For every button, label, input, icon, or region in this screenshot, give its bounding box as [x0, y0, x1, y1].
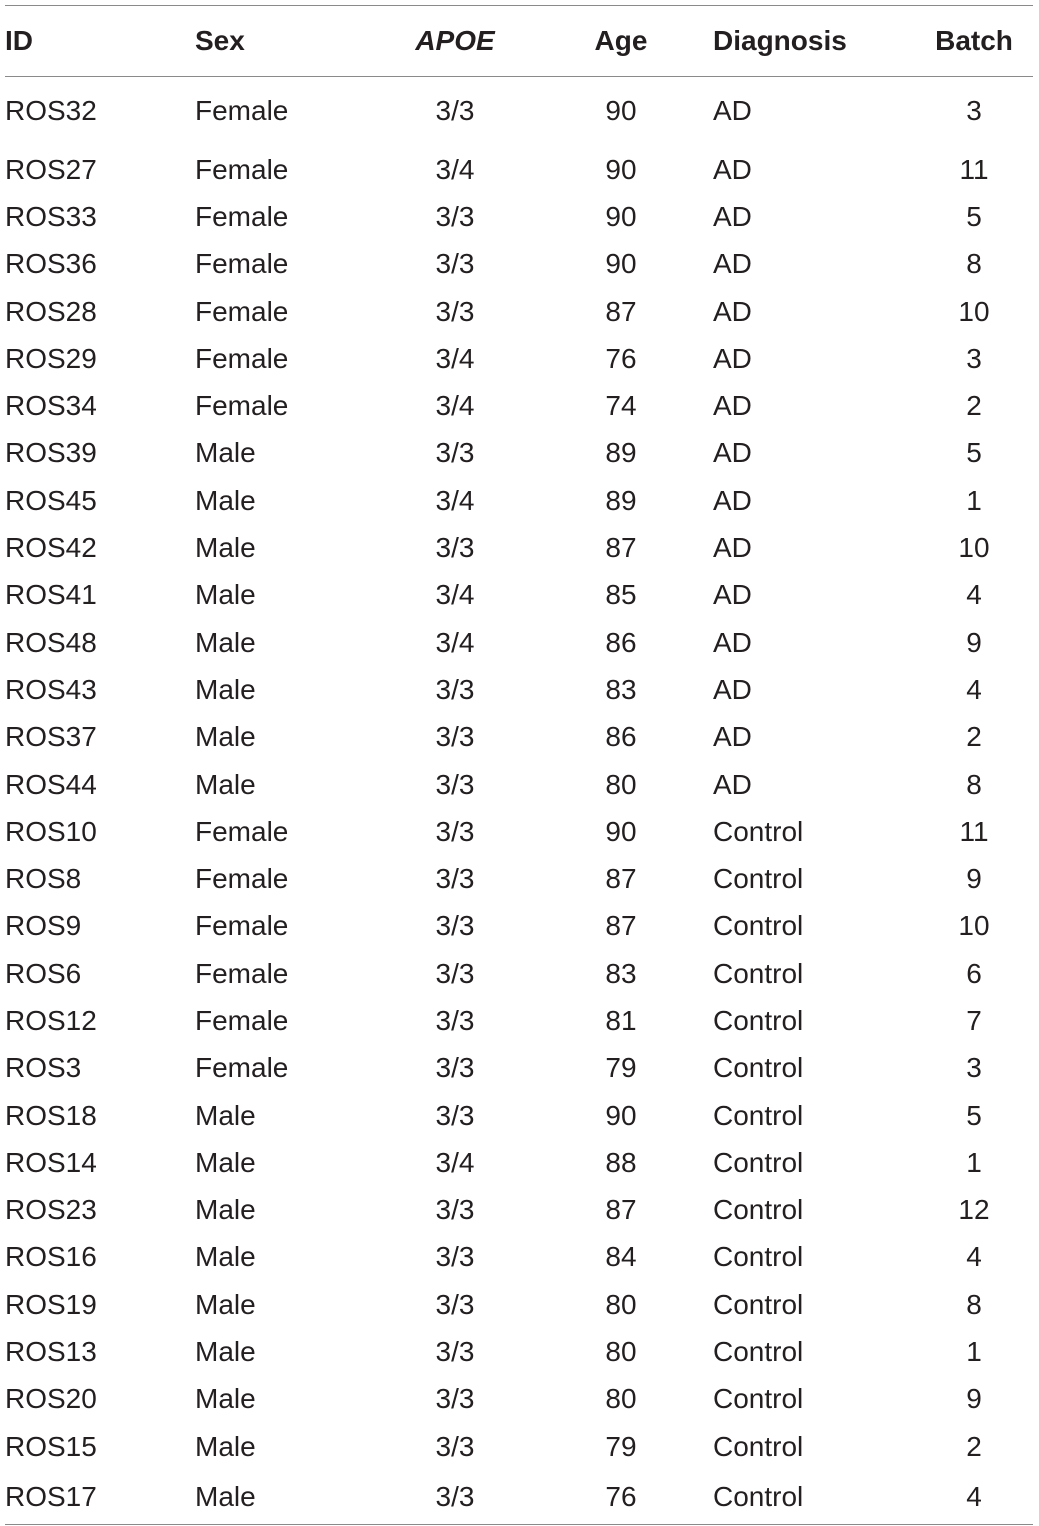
cell-apoe: 3/4	[435, 626, 475, 658]
cell-batch: 8	[966, 248, 982, 280]
header-sex: Sex	[195, 6, 365, 76]
cell-id: ROS27	[5, 153, 97, 185]
sample-table	[5, 6, 1033, 1524]
cell-sex: Male	[195, 1099, 256, 1131]
cell-diagnosis: AD	[713, 532, 752, 564]
sample-table-container	[5, 5, 1033, 1525]
cell-batch: 11	[959, 153, 989, 185]
cell-diagnosis: Control	[713, 863, 804, 895]
table-row	[5, 997, 1033, 1044]
table-row	[5, 1139, 1033, 1186]
table-row	[5, 1328, 1033, 1375]
cell-apoe: 3/3	[435, 295, 475, 327]
table-header	[5, 6, 1033, 76]
cell-id: ROS10	[5, 815, 97, 847]
cell-age: 81	[605, 1004, 637, 1036]
cell-batch: 1	[966, 1336, 982, 1368]
cell-batch: 11	[959, 815, 989, 847]
cell-age: 80	[605, 1383, 637, 1415]
cell-id: ROS45	[5, 484, 97, 516]
cell-apoe: 3/4	[435, 390, 475, 422]
table-row	[5, 335, 1033, 382]
cell-sex: Male	[195, 626, 256, 658]
cell-sex: Male	[195, 1481, 256, 1513]
table-row	[5, 524, 1033, 571]
cell-id: ROS41	[5, 579, 97, 611]
cell-age: 88	[605, 1146, 637, 1178]
cell-batch: 5	[966, 437, 982, 469]
cell-age: 76	[605, 342, 637, 374]
cell-id: ROS3	[5, 1052, 82, 1084]
cell-id: ROS18	[5, 1099, 97, 1131]
cell-apoe: 3/4	[435, 1146, 475, 1178]
cell-age: 86	[605, 721, 637, 753]
table-row	[5, 1423, 1033, 1470]
cell-batch: 10	[958, 910, 990, 942]
cell-diagnosis: AD	[713, 200, 752, 232]
cell-age: 76	[605, 1481, 637, 1513]
cell-age: 85	[605, 579, 637, 611]
table-row	[5, 1234, 1033, 1281]
cell-id: ROS29	[5, 342, 97, 374]
cell-apoe: 3/3	[435, 1194, 475, 1226]
cell-diagnosis: AD	[713, 390, 752, 422]
cell-age: 90	[605, 248, 637, 280]
header-batch: Batch	[915, 6, 1033, 76]
cell-batch: 1	[966, 484, 982, 516]
cell-batch: 10	[958, 295, 990, 327]
table-row	[5, 1092, 1033, 1139]
cell-id: ROS37	[5, 721, 97, 753]
cell-id: ROS17	[5, 1481, 97, 1513]
cell-id: ROS20	[5, 1383, 97, 1415]
cell-batch: 9	[966, 1383, 982, 1415]
cell-id: ROS9	[5, 910, 82, 942]
cell-diagnosis: AD	[713, 295, 752, 327]
cell-apoe: 3/4	[435, 153, 475, 185]
cell-sex: Female	[195, 1052, 289, 1084]
cell-age: 87	[605, 910, 637, 942]
cell-apoe: 3/3	[435, 957, 475, 989]
cell-diagnosis: AD	[713, 721, 752, 753]
cell-sex: Male	[195, 1194, 256, 1226]
cell-id: ROS48	[5, 626, 97, 658]
table-row	[5, 1045, 1033, 1092]
cell-apoe: 3/3	[435, 1336, 475, 1368]
cell-sex: Female	[195, 295, 289, 327]
cell-age: 87	[605, 532, 637, 564]
cell-apoe: 3/3	[435, 437, 475, 469]
cell-batch: 3	[966, 95, 982, 127]
table-row	[5, 241, 1033, 288]
cell-diagnosis: Control	[713, 815, 804, 847]
cell-apoe: 3/4	[435, 579, 475, 611]
cell-sex: Female	[195, 200, 289, 232]
cell-sex: Male	[195, 437, 256, 469]
cell-id: ROS14	[5, 1146, 97, 1178]
cell-apoe: 3/4	[435, 342, 475, 374]
cell-id: ROS34	[5, 390, 97, 422]
cell-id: ROS33	[5, 200, 97, 232]
cell-diagnosis: Control	[713, 1430, 804, 1462]
cell-diagnosis: AD	[713, 626, 752, 658]
cell-diagnosis: AD	[713, 673, 752, 705]
cell-apoe: 3/3	[435, 768, 475, 800]
cell-batch: 8	[966, 768, 982, 800]
cell-apoe: 3/3	[435, 1241, 475, 1273]
cell-diagnosis: Control	[713, 1241, 804, 1273]
cell-batch: 12	[958, 1194, 990, 1226]
cell-diagnosis: Control	[713, 1194, 804, 1226]
cell-batch: 2	[966, 721, 982, 753]
cell-sex: Male	[195, 721, 256, 753]
cell-age: 74	[605, 390, 637, 422]
cell-diagnosis: Control	[713, 1481, 804, 1513]
table-row	[5, 477, 1033, 524]
cell-age: 79	[605, 1430, 637, 1462]
cell-diagnosis: Control	[713, 1146, 804, 1178]
cell-sex: Female	[195, 910, 289, 942]
table-row	[5, 572, 1033, 619]
cell-sex: Female	[195, 342, 289, 374]
table-row	[5, 855, 1033, 902]
cell-id: ROS15	[5, 1430, 97, 1462]
cell-age: 90	[605, 1099, 637, 1131]
cell-id: ROS43	[5, 673, 97, 705]
cell-id: ROS8	[5, 863, 82, 895]
cell-age: 87	[605, 1194, 637, 1226]
cell-sex: Male	[195, 1430, 256, 1462]
cell-age: 90	[605, 153, 637, 185]
cell-id: ROS32	[5, 95, 97, 127]
cell-apoe: 3/3	[435, 1383, 475, 1415]
cell-sex: Female	[195, 153, 289, 185]
cell-sex: Male	[195, 1146, 256, 1178]
cell-batch: 4	[966, 673, 982, 705]
cell-sex: Male	[195, 768, 256, 800]
cell-sex: Male	[195, 1336, 256, 1368]
cell-apoe: 3/3	[435, 1481, 475, 1513]
cell-sex: Male	[195, 579, 256, 611]
cell-diagnosis: AD	[713, 95, 752, 127]
cell-age: 83	[605, 673, 637, 705]
cell-diagnosis: Control	[713, 910, 804, 942]
header-age: Age	[545, 6, 697, 76]
cell-apoe: 3/3	[435, 863, 475, 895]
cell-age: 83	[605, 957, 637, 989]
cell-id: ROS16	[5, 1241, 97, 1273]
cell-apoe: 3/4	[435, 484, 475, 516]
table-row	[5, 76, 1033, 146]
cell-diagnosis: AD	[713, 768, 752, 800]
cell-diagnosis: AD	[713, 579, 752, 611]
table-row	[5, 903, 1033, 950]
cell-diagnosis: AD	[713, 248, 752, 280]
cell-apoe: 3/3	[435, 95, 475, 127]
cell-sex: Male	[195, 532, 256, 564]
cell-apoe: 3/3	[435, 721, 475, 753]
cell-apoe: 3/3	[435, 1288, 475, 1320]
cell-apoe: 3/3	[435, 532, 475, 564]
cell-diagnosis: AD	[713, 437, 752, 469]
cell-age: 90	[605, 815, 637, 847]
cell-age: 89	[605, 484, 637, 516]
table-row	[5, 1376, 1033, 1423]
cell-id: ROS28	[5, 295, 97, 327]
cell-batch: 5	[966, 200, 982, 232]
cell-batch: 4	[966, 1481, 982, 1513]
table-row	[5, 808, 1033, 855]
cell-age: 87	[605, 863, 637, 895]
cell-diagnosis: Control	[713, 957, 804, 989]
cell-apoe: 3/3	[435, 815, 475, 847]
cell-batch: 4	[966, 1241, 982, 1273]
cell-sex: Male	[195, 1241, 256, 1273]
cell-batch: 8	[966, 1288, 982, 1320]
cell-id: ROS23	[5, 1194, 97, 1226]
table-row	[5, 430, 1033, 477]
cell-apoe: 3/3	[435, 910, 475, 942]
cell-age: 90	[605, 95, 637, 127]
cell-diagnosis: Control	[713, 1383, 804, 1415]
cell-batch: 9	[966, 626, 982, 658]
cell-age: 84	[605, 1241, 637, 1273]
cell-age: 90	[605, 200, 637, 232]
table-row	[5, 950, 1033, 997]
table-row	[5, 146, 1033, 193]
table-row	[5, 761, 1033, 808]
cell-id: ROS19	[5, 1288, 97, 1320]
cell-diagnosis: Control	[713, 1288, 804, 1320]
table-row	[5, 382, 1033, 429]
cell-sex: Female	[195, 248, 289, 280]
cell-sex: Male	[195, 1383, 256, 1415]
cell-apoe: 3/3	[435, 200, 475, 232]
cell-age: 87	[605, 295, 637, 327]
table-row	[5, 1281, 1033, 1328]
cell-diagnosis: Control	[713, 1099, 804, 1131]
cell-batch: 3	[966, 342, 982, 374]
cell-diagnosis: AD	[713, 342, 752, 374]
cell-age: 80	[605, 768, 637, 800]
cell-diagnosis: Control	[713, 1336, 804, 1368]
cell-sex: Female	[195, 863, 289, 895]
cell-diagnosis: Control	[713, 1052, 804, 1084]
cell-batch: 9	[966, 863, 982, 895]
cell-apoe: 3/3	[435, 1099, 475, 1131]
cell-batch: 7	[966, 1004, 982, 1036]
cell-age: 86	[605, 626, 637, 658]
table-row	[5, 714, 1033, 761]
cell-sex: Female	[195, 815, 289, 847]
cell-age: 89	[605, 437, 637, 469]
cell-apoe: 3/3	[435, 1430, 475, 1462]
table-row	[5, 193, 1033, 240]
cell-sex: Female	[195, 957, 289, 989]
cell-apoe: 3/3	[435, 673, 475, 705]
table-row	[5, 288, 1033, 335]
table-row	[5, 1470, 1033, 1524]
cell-batch: 10	[958, 532, 990, 564]
cell-batch: 4	[966, 579, 982, 611]
cell-batch: 5	[966, 1099, 982, 1131]
table-row	[5, 1187, 1033, 1234]
cell-apoe: 3/3	[435, 1052, 475, 1084]
cell-sex: Male	[195, 673, 256, 705]
cell-batch: 1	[966, 1146, 982, 1178]
cell-batch: 2	[966, 390, 982, 422]
cell-id: ROS42	[5, 532, 97, 564]
cell-id: ROS12	[5, 1004, 97, 1036]
cell-sex: Female	[195, 95, 289, 127]
cell-batch: 6	[966, 957, 982, 989]
cell-age: 80	[605, 1336, 637, 1368]
table-row	[5, 666, 1033, 713]
header-id: ID	[5, 6, 195, 76]
cell-diagnosis: AD	[713, 153, 752, 185]
cell-id: ROS6	[5, 957, 82, 989]
cell-sex: Female	[195, 390, 289, 422]
cell-id: ROS36	[5, 248, 97, 280]
cell-batch: 2	[966, 1430, 982, 1462]
cell-diagnosis: Control	[713, 1004, 804, 1036]
cell-id: ROS39	[5, 437, 97, 469]
header-diagnosis: Diagnosis	[697, 6, 915, 76]
table-body	[5, 76, 1033, 1524]
header-row	[5, 6, 1033, 76]
cell-diagnosis: AD	[713, 484, 752, 516]
cell-sex: Female	[195, 1004, 289, 1036]
table-row	[5, 619, 1033, 666]
cell-sex: Male	[195, 484, 256, 516]
cell-id: ROS44	[5, 768, 97, 800]
cell-apoe: 3/3	[435, 248, 475, 280]
cell-age: 79	[605, 1052, 637, 1084]
cell-id: ROS13	[5, 1336, 97, 1368]
header-apoe: APOE	[365, 6, 545, 76]
cell-age: 80	[605, 1288, 637, 1320]
cell-sex: Male	[195, 1288, 256, 1320]
cell-batch: 3	[966, 1052, 982, 1084]
cell-apoe: 3/3	[435, 1004, 475, 1036]
